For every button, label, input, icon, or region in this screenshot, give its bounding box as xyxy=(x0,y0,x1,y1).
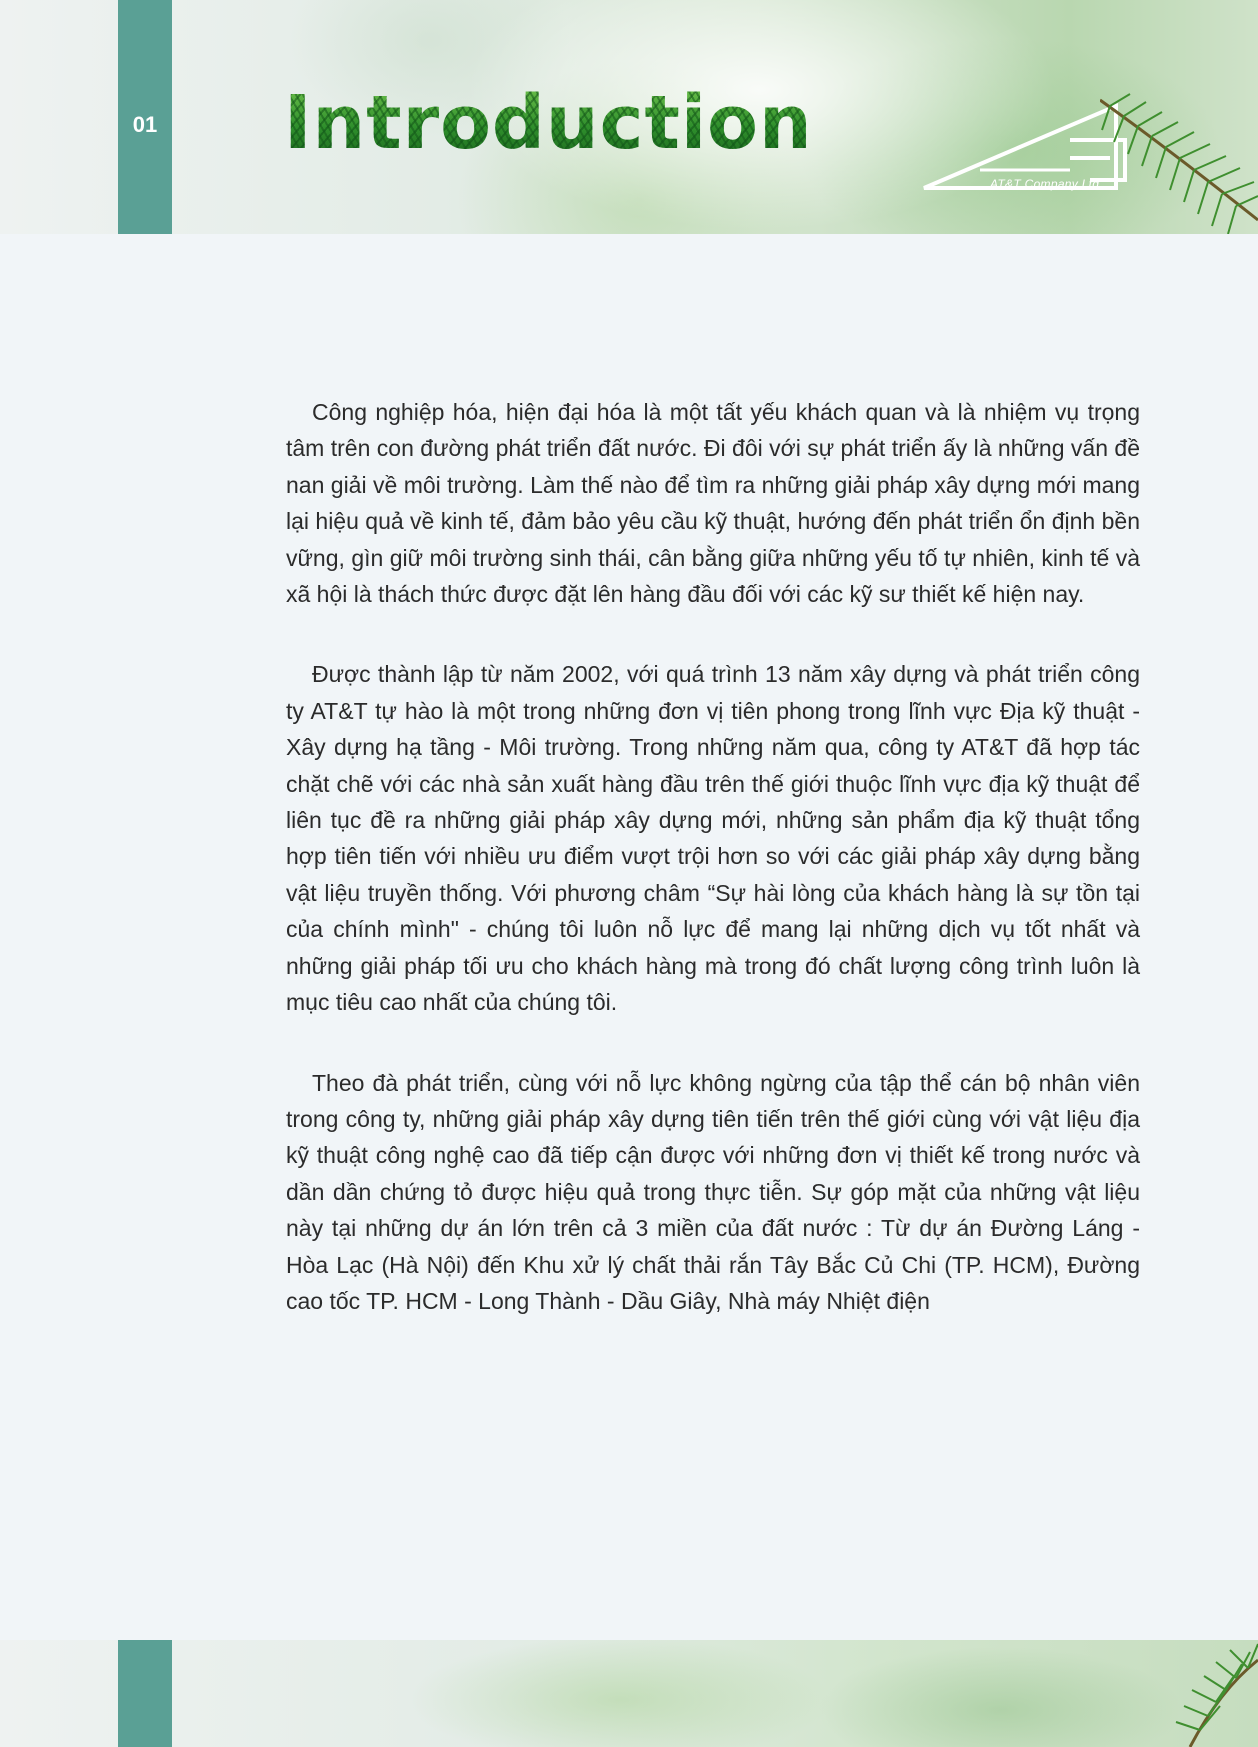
logo-text: AT&T Company Ltd xyxy=(990,177,1100,191)
page-footer xyxy=(0,1640,1258,1747)
page-title: Introduction xyxy=(284,80,813,166)
page-header xyxy=(0,0,1258,234)
intro-content xyxy=(286,394,1140,1363)
paragraph-2: Được thành lập từ năm 2002, với quá trình 13 năm xây dựng và phát triển công ty AT&T tự hào là một trong những đơn vị tiên phong trong lĩnh vực Địa kỹ thuật - Xây dựng hạ tầng - Môi trường. Trong những năm qua, công ty AT&T đã hợp tác chặt chẽ với các nhà sản xuất hàng đầu trên thế giới thuộc lĩnh vực địa kỹ thuật để liên tục đề ra những giải pháp xây dựng mới, những sản phẩm địa kỹ thuật tổng hợp tiên tiến với nhiều ưu điểm vượt trội hơn so với các giải pháp xây dựng bằng vật liệu truyền thống. Với phương châm “Sự hài lòng của khách hàng là sự tồn tại của chính mình" - chúng tôi luôn nỗ lực để mang lại những dịch vụ tốt nhất và những giải pháp tối ưu cho khách hàng mà trong đó chất lượng công trình luôn là mục tiêu cao nhất của chúng tôi. xyxy=(286,661,1140,1016)
paragraph-3: Theo đà phát triển, cùng với nỗ lực không ngừng của tập thể cán bộ nhân viên trong công ty, những giải pháp xây dựng tiên tiến trên thế giới cùng với vật liệu địa kỹ thuật công nghệ cao đã tiếp cận được với những đơn vị thiết kế trong nước và dần dần chứng tỏ được hiệu quả trong thực tiễn. Sự góp mặt của những vật liệu này tại những dự án lớn trên cả 3 miền của đất nước : Từ dự án Đường Láng - Hòa Lạc (Hà Nội) đến Khu xử lý chất thải rắn Tây Bắc Củ Chi (TP. HCM), Đường cao tốc TP. HCM - Long Thành - Dầu Giây, Nhà máy Nhiệt điện xyxy=(286,1069,1140,1314)
teal-accent-bar-footer xyxy=(118,1640,172,1747)
pine-branch-icon-footer xyxy=(1170,1640,1258,1747)
paragraph-1: Công nghiệp hóa, hiện đại hóa là một tất yếu khách quan và là nhiệm vụ trọng tâm trên con đường phát triển đất nước. Đi đôi với sự phát triển ấy là những vấn đề nan giải về môi trường. Làm thế nào để tìm ra những giải pháp xây dựng mới mang lại hiệu quả về kinh tế, đảm bảo yêu cầu kỹ thuật, hướng đến phát triển ổn định bền vững, gìn giữ môi trường sinh thái, cân bằng giữa những yếu tố tự nhiên, kinh tế và xã hội là thách thức được đặt lên hàng đầu đối với các kỹ sư thiết kế hiện nay. xyxy=(286,399,1140,608)
page-number: 01 xyxy=(132,112,158,137)
